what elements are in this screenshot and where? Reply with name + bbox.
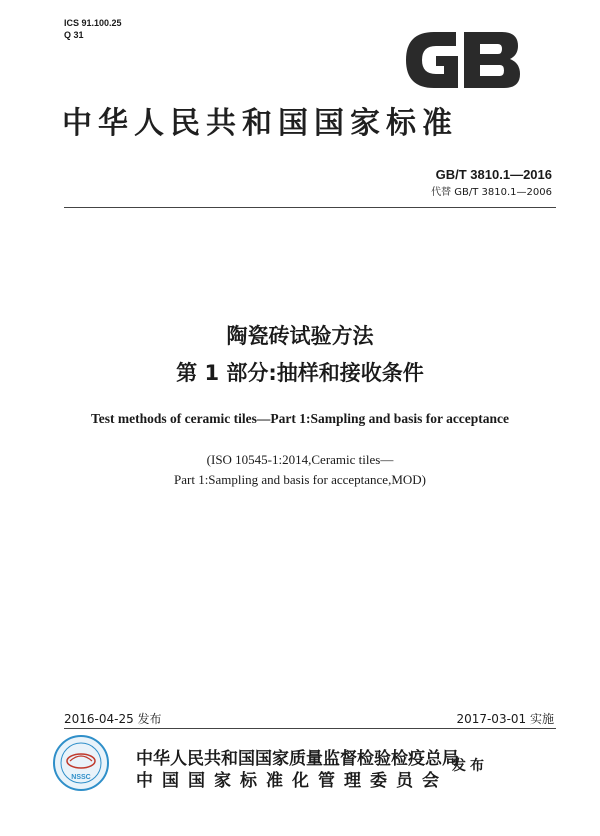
replaces-standard: 代替 GB/T 3810.1—2006 xyxy=(431,187,552,198)
standard-code-block xyxy=(431,167,552,198)
bottom-divider xyxy=(64,728,556,729)
ics-code: ICS 91.100.25 xyxy=(64,18,122,28)
issue-date: 2016-04-25 发布 xyxy=(64,712,162,726)
svg-text:NSSC: NSSC xyxy=(71,774,91,781)
chinese-title-line-2: 第 1 部分:抽样和接收条件 xyxy=(176,361,424,385)
issuer-sac: 中国国家标准化管理委员会 xyxy=(136,771,448,791)
classification-codes xyxy=(64,17,122,41)
standard-number: GB/T 3810.1—2016 xyxy=(435,167,552,182)
top-divider xyxy=(64,207,556,208)
publish-label: 发布 xyxy=(452,758,488,774)
chinese-title-line-1: 陶瓷砖试验方法 xyxy=(226,324,374,348)
iso-reference-line-1: (ISO 10545-1:2014,Ceramic tiles— xyxy=(206,452,394,467)
nssc-seal-icon xyxy=(52,734,110,792)
gb-logo xyxy=(404,30,522,90)
issuer-aqsiq: 中华人民共和国国家质量监督检验检疫总局 xyxy=(136,749,459,769)
national-standard-title: 中华人民共和国国家标准 xyxy=(62,106,458,141)
implementation-date: 2017-03-01 实施 xyxy=(456,712,554,726)
ccs-code: Q 31 xyxy=(64,30,84,40)
english-title: Test methods of ceramic tiles—Part 1:Sampling and basis for acceptance xyxy=(90,411,510,426)
iso-reference-line-2: Part 1:Sampling and basis for acceptance,MOD) xyxy=(174,472,426,487)
